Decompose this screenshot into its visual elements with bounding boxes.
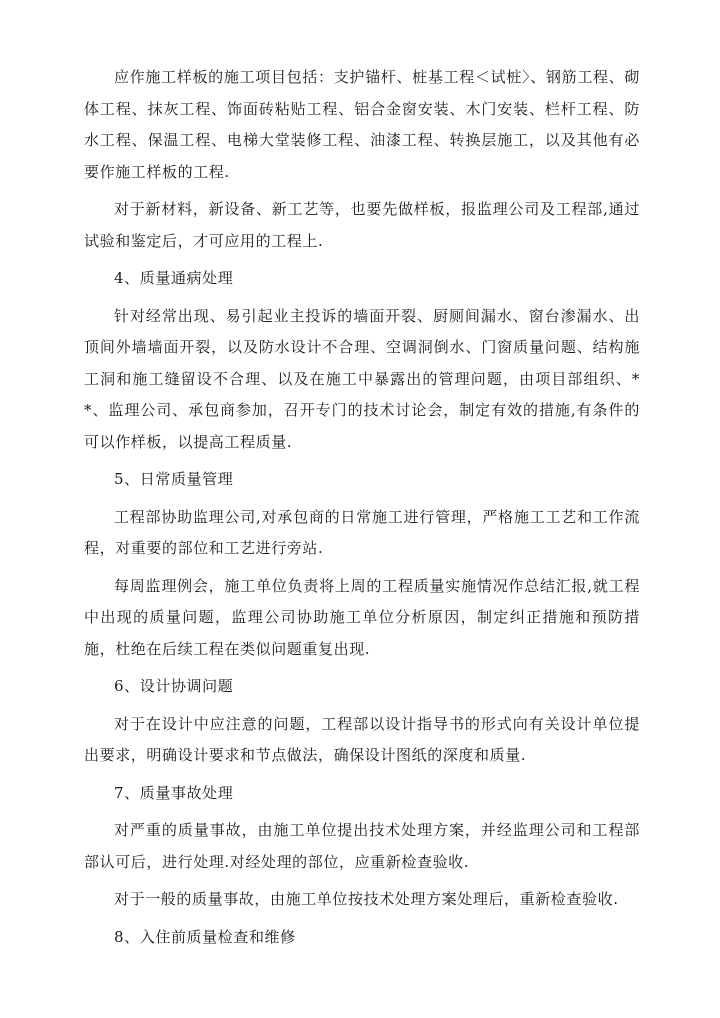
section-heading-5: 5、日常质量管理 — [114, 470, 234, 488]
section-heading-7: 7、质量事故处理 — [114, 783, 234, 802]
paragraph-general-accidents: 对于一般的质量事故，由施工单位按技术处理方案处理后，重新检查验收. — [114, 890, 619, 908]
paragraph-new-materials: 对于新材料，新设备、新工艺等，也要先做样板，报监理公司及工程部,通过试验和鉴定后，才可应用的工程上. — [84, 200, 640, 250]
document-body — [84, 62, 640, 953]
paragraph-common-defects: 针对经常出现、易引起业主投诉的墙面开裂、厨厕间漏水、窗台渗漏水、出顶间外墙墙面开裂，以及防水设计不合理、空调洞倒水、门窗质量问题、结构施工洞和施工缝留设不合理、以及在施工中暴露出的管理问题，由项目部组织、**、监理公司、承包商参加，召开专门的技术讨论会，制定有效的措施,有条件的可以作样板，以提高工程质量. — [84, 306, 640, 451]
paragraph-weekly-meeting: 每周监理例会，施工单位负责将上周的工程质量实施情况作总结汇报,就工程中出现的质量问题，监理公司协助施工单位分析原因，制定纠正措施和预防措施，杜绝在后续工程在类似问题重复出现. — [84, 576, 640, 658]
section-heading-8: 8、入住前质量检查和维修 — [114, 927, 296, 946]
paragraph-daily-management: 工程部协助监理公司,对承包商的日常施工进行管理，严格施工工艺和工作流程，对重要的部位和工艺进行旁站. — [84, 507, 640, 557]
section-heading-4: 4、质量通病处理 — [114, 269, 234, 287]
paragraph-design-coordination: 对于在设计中应注意的问题，工程部以设计指导书的形式向有关设计单位提出要求，明确设计要求和节点做法，确保设计图纸的深度和质量. — [84, 714, 640, 764]
paragraph-serious-accidents: 对严重的质量事故，由施工单位提出技术处理方案，并经监理公司和工程部部认可后，进行处理.对经处理的部位，应重新检查验收. — [84, 821, 640, 871]
section-heading-6: 6、设计协调问题 — [114, 677, 234, 695]
paragraph-sample-items: 应作施工样板的施工项目包括：支护锚杆、桩基工程＜试桩〉、钢筋工程、砌体工程、抹灰工程、饰面砖粘贴工程、铝合金窗安装、木门安装、栏杆工程、防水工程、保温工程、电梯大堂装修工程、油漆工程、转换层施工，以及其他有必要作施工样板的工程. — [84, 68, 640, 181]
